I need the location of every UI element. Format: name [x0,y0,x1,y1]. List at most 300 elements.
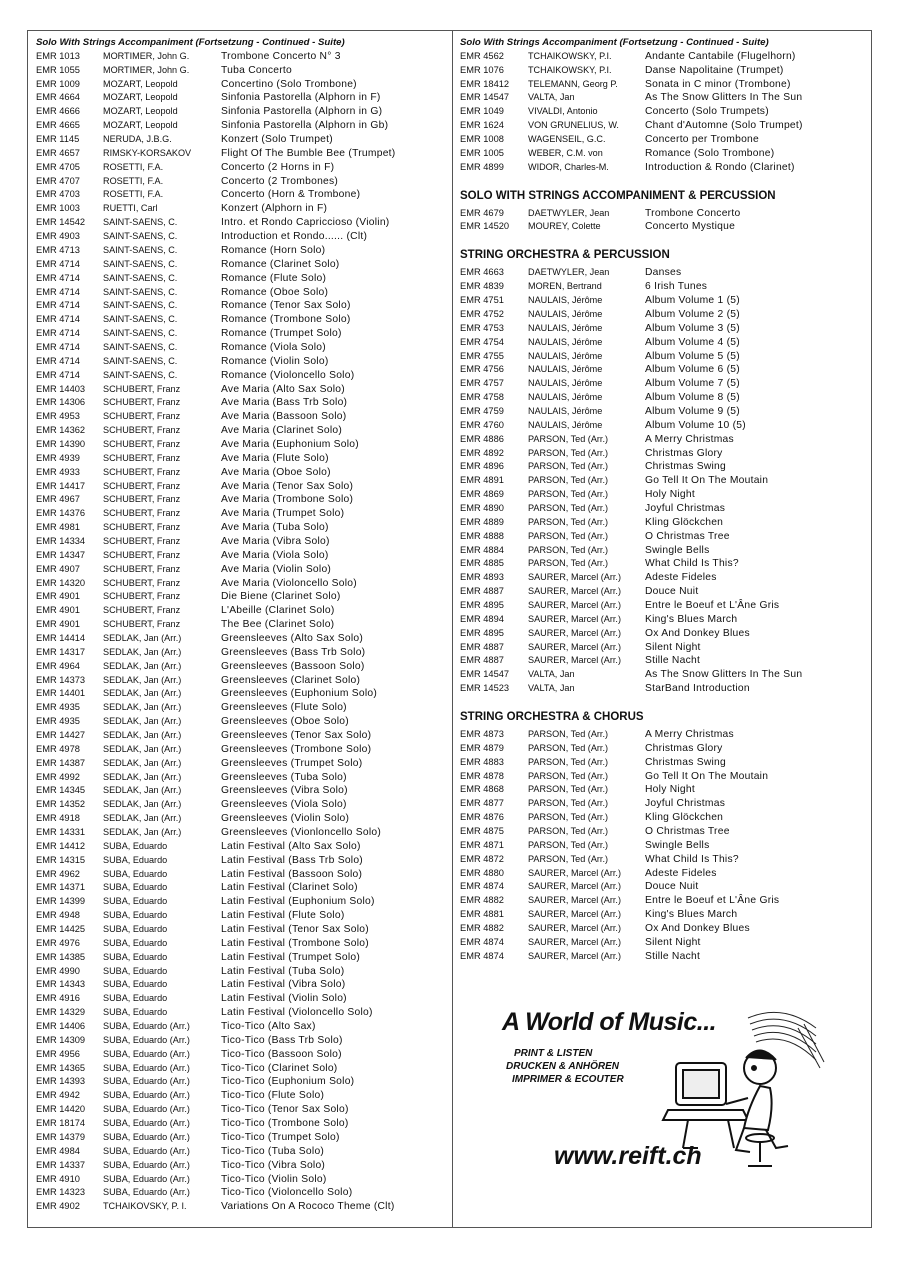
catalog-code: EMR 4891 [460,475,504,486]
work-title: Entre le Boeuf et L'Âne Gris [645,895,780,907]
composer-name: SAINT-SAENS, C. [103,355,178,366]
catalog-row [460,585,866,599]
work-title: Latin Festival (Alto Sax Solo) [221,840,361,852]
catalog-row [36,175,448,189]
catalog-row [36,646,448,660]
catalog-row [36,466,448,480]
work-title: Romance (Trumpet Solo) [221,328,342,340]
catalog-row [36,715,448,729]
catalog-row [36,1006,448,1020]
work-title: Greensleeves (Clarinet Solo) [221,674,361,686]
catalog-row [36,1062,448,1076]
catalog-code: EMR 4978 [36,743,80,754]
work-title: Romance (Flute Solo) [221,272,327,284]
catalog-code: EMR 4935 [36,702,80,713]
catalog-code: EMR 4880 [460,867,504,878]
composer-name: SEDLAK, Jan (Arr.) [103,730,182,740]
catalog-row [36,272,448,286]
composer-name: MORTIMER, John G. [103,64,190,75]
composer-name: PARSON, Ted (Arr.) [528,558,609,569]
catalog-row [460,654,866,668]
catalog-code: EMR 4562 [460,50,504,61]
catalog-code: EMR 4895 [460,627,504,638]
catalog-row [36,1159,448,1173]
composer-name: SAURER, Marcel (Arr.) [528,923,621,934]
catalog-code: EMR 14414 [36,632,86,643]
composer-name: NAULAIS, Jérôme [528,392,603,403]
work-title: Die Biene (Clarinet Solo) [221,591,341,603]
work-title: Album Volume 9 (5) [645,405,740,417]
work-title: Greensleeves (Flute Solo) [221,702,347,714]
composer-name: SAURER, Marcel (Arr.) [528,909,621,920]
catalog-code: EMR 4664 [36,92,80,103]
catalog-code: EMR 4839 [460,281,504,292]
composer-name: SAINT-SAENS, C. [103,314,178,325]
catalog-row [460,867,866,881]
catalog-code: EMR 1145 [36,134,80,145]
composer-name: WAGENSEIL, G.C. [528,134,606,145]
composer-name: PARSON, Ted (Arr.) [528,826,609,836]
work-title: O Christmas Tree [645,530,730,542]
catalog-row [36,230,448,244]
catalog-row [460,133,866,147]
composer-name: PARSON, Ted (Arr.) [528,461,609,472]
catalog-row [36,840,448,854]
catalog-code: EMR 4877 [460,798,504,809]
work-title: Romance (Viola Solo) [221,341,326,353]
composer-name: SUBA, Eduardo [103,882,168,893]
work-title: O Christmas Tree [645,826,730,837]
right-continued-list [460,50,866,175]
right-column [460,36,866,964]
continued-section-header: Solo With Strings Accompaniment (Fortsetzung - Continued - Suite) [36,37,345,48]
catalog-code: EMR 1049 [460,106,504,117]
work-title: Concerto (Horn & Trombone) [221,189,361,201]
composer-name: PARSON, Ted (Arr.) [528,853,609,864]
composer-name: SAINT-SAENS, C. [103,272,178,283]
catalog-row [36,549,448,563]
catalog-code: EMR 1008 [460,134,504,145]
work-title: Latin Festival (Bass Trb Solo) [221,854,363,866]
composer-name: DAETWYLER, Jean [528,267,610,278]
composer-name: SUBA, Eduardo (Arr.) [103,1076,190,1087]
composer-name: NAULAIS, Jérôme [528,378,603,389]
composer-name: MOZART, Leopold [103,92,178,103]
catalog-code: EMR 4714 [36,286,80,297]
catalog-code: EMR 14547 [460,669,510,680]
work-title: Greensleeves (Trumpet Solo) [221,757,363,769]
composer-name: SCHUBERT, Franz [103,591,181,602]
catalog-code: EMR 14345 [36,785,86,796]
catalog-row [460,922,866,936]
catalog-row [36,493,448,507]
work-title: Danses [645,267,682,279]
composer-name: VIVALDI, Antonio [528,106,598,117]
catalog-code: EMR 1005 [460,147,504,158]
catalog-code: EMR 1009 [36,78,80,89]
catalog-code: EMR 4757 [460,378,504,389]
work-title: Sonata in C minor (Trombone) [645,78,791,90]
catalog-row [36,396,448,410]
catalog-row [460,363,866,377]
catalog-code: EMR 4918 [36,813,80,824]
catalog-row [460,78,866,92]
composer-name: MOZART, Leopold [103,78,178,89]
catalog-row [460,668,866,682]
catalog-code: EMR 4953 [36,411,80,422]
composer-name: SEDLAK, Jan (Arr.) [103,827,182,838]
composer-name: TCHAIKOWSKY, P.I. [528,50,612,61]
catalog-code: EMR 14403 [36,383,86,394]
catalog-code: EMR 4758 [460,392,504,403]
catalog-row [36,798,448,812]
composer-name: SAURER, Marcel (Arr.) [528,586,621,597]
catalog-row [460,756,866,770]
catalog-code: EMR 14320 [36,577,86,588]
composer-name: PARSON, Ted (Arr.) [528,475,609,486]
catalog-row [460,544,866,558]
advert-url[interactable]: www.reift.ch [554,1142,702,1170]
composer-name: SCHUBERT, Franz [103,563,181,574]
work-title: Ave Maria (Bassoon Solo) [221,411,347,423]
composer-name: SUBA, Eduardo (Arr.) [103,1034,190,1045]
work-title: Greensleeves (Trombone Solo) [221,743,372,755]
composer-name: SEDLAK, Jan (Arr.) [103,785,182,796]
catalog-code: EMR 4889 [460,516,504,527]
work-title: Ave Maria (Violoncello Solo) [221,577,357,589]
catalog-row [460,825,866,839]
composer-name: PARSON, Ted (Arr.) [528,812,609,823]
work-title: Sinfonia Pastorella (Alphorn in Gb) [221,120,389,132]
catalog-row [460,728,866,742]
catalog-row [460,207,866,221]
work-title: Tico-Tico (Euphonium Solo) [221,1076,355,1088]
work-title: Romance (Clarinet Solo) [221,258,340,270]
work-title: Romance (Trombone Solo) [221,314,351,326]
catalog-row [460,627,866,641]
work-title: Latin Festival (Bassoon Solo) [221,868,363,880]
work-title: Holy Night [645,489,695,501]
work-title: Tico-Tico (Flute Solo) [221,1090,325,1102]
composer-name: SAINT-SAENS, C. [103,341,178,352]
catalog-row [36,854,448,868]
catalog-row [36,424,448,438]
catalog-code: EMR 4883 [460,756,504,767]
catalog-row [36,64,448,78]
work-title: Greensleeves (Bass Trb Solo) [221,646,366,658]
work-title: Swingle Bells [645,544,710,556]
composer-name: PARSON, Ted (Arr.) [528,516,609,527]
composer-name: VALTA, Jan [528,669,575,680]
catalog-code: EMR 4873 [460,728,504,739]
work-title: Tico-Tico (Bass Trb Solo) [221,1034,343,1046]
work-title: Latin Festival (Vibra Solo) [221,979,346,991]
catalog-row [460,419,866,433]
work-title: Stille Nacht [645,950,701,962]
catalog-code: EMR 14362 [36,425,86,436]
composer-name: SAURER, Marcel (Arr.) [528,613,621,624]
composer-name: MOUREY, Colette [528,221,601,232]
work-title: Ave Maria (Viola Solo) [221,549,329,561]
work-title: Latin Festival (Violoncello Solo) [221,1007,373,1019]
work-title: A Merry Christmas [645,433,734,445]
composer-name: SAURER, Marcel (Arr.) [528,572,621,583]
catalog-code: EMR 4899 [460,161,504,172]
work-title: Romance (Horn Solo) [221,244,326,256]
composer-name: SCHUBERT, Franz [103,535,181,546]
catalog-code: EMR 4933 [36,466,80,477]
catalog-code: EMR 14390 [36,438,86,449]
composer-name: SUBA, Eduardo [103,937,168,948]
catalog-row [460,405,866,419]
catalog-code: EMR 14523 [460,683,510,694]
catalog-row [36,881,448,895]
catalog-code: EMR 4992 [36,771,80,782]
composer-name: SUBA, Eduardo [103,1007,168,1018]
composer-name: SEDLAK, Jan (Arr.) [103,716,182,727]
composer-name: SAINT-SAENS, C. [103,328,178,339]
catalog-code: EMR 4967 [36,494,80,505]
catalog-row [36,743,448,757]
composer-name: PARSON, Ted (Arr.) [528,447,609,458]
composer-name: PARSON, Ted (Arr.) [528,770,609,781]
work-title: Douce Nuit [645,586,699,598]
work-title: Trombone Concerto [645,207,741,219]
work-title: Kling Glöckchen [645,516,724,528]
catalog-code: EMR 4981 [36,522,80,533]
catalog-code: EMR 4869 [460,489,504,500]
catalog-code: EMR 4893 [460,572,504,583]
catalog-row [36,937,448,951]
catalog-code: EMR 14420 [36,1104,86,1115]
work-title: Sinfonia Pastorella (Alphorn in F) [221,92,381,104]
composer-name: NAULAIS, Jérôme [528,308,603,319]
catalog-code: EMR 4876 [460,812,504,823]
composer-name: SAINT-SAENS, C. [103,258,178,269]
catalog-row [36,826,448,840]
work-title: Tico-Tico (Tenor Sax Solo) [221,1104,349,1116]
work-title: Ox And Donkey Blues [645,923,750,935]
composer-name: SAURER, Marcel (Arr.) [528,881,621,892]
work-title: Concerto (2 Trombones) [221,175,339,187]
work-title: Latin Festival (Trombone Solo) [221,937,369,949]
catalog-row [460,599,866,613]
catalog-code: EMR 4903 [36,231,80,242]
catalog-code: EMR 4714 [36,300,80,311]
composer-name: NAULAIS, Jérôme [528,405,603,416]
composer-name: SCHUBERT, Franz [103,466,181,477]
catalog-code: EMR 14393 [36,1076,86,1087]
work-title: Album Volume 10 (5) [645,419,746,431]
catalog-row [36,618,448,632]
composer-name: SAURER, Marcel (Arr.) [528,867,621,878]
work-title: Ave Maria (Alto Sax Solo) [221,383,345,395]
catalog-row [460,516,866,530]
work-title: As The Snow Glitters In The Sun [645,92,803,104]
catalog-code: EMR 4885 [460,558,504,569]
work-title: Tico-Tico (Violin Solo) [221,1173,327,1185]
catalog-row [36,50,448,64]
work-title: Latin Festival (Flute Solo) [221,910,345,922]
catalog-code: EMR 14379 [36,1131,86,1142]
catalog-code: EMR 4901 [36,591,80,602]
catalog-row [36,757,448,771]
work-title: Ave Maria (Trombone Solo) [221,494,354,506]
work-title: Greensleeves (Euphonium Solo) [221,688,378,700]
work-title: Ave Maria (Clarinet Solo) [221,425,343,437]
section-heading: STRING ORCHESTRA & PERCUSSION [460,249,670,262]
catalog-code: EMR 4896 [460,461,504,472]
catalog-row [36,965,448,979]
catalog-code: EMR 4881 [460,909,504,920]
composer-name: SAURER, Marcel (Arr.) [528,895,621,906]
catalog-code: EMR 4879 [460,742,504,753]
composer-name: SUBA, Eduardo [103,951,168,962]
catalog-row [460,853,866,867]
catalog-row [460,571,866,585]
catalog-code: EMR 1013 [36,50,80,61]
left-catalog-list [36,50,448,1214]
section-heading: STRING ORCHESTRA & CHORUS [460,710,644,723]
work-title: Greensleeves (Viola Solo) [221,799,347,811]
work-title: Album Volume 8 (5) [645,392,740,404]
work-title: L'Abeille (Clarinet Solo) [221,605,335,617]
catalog-row [460,64,866,78]
composer-name: SAURER, Marcel (Arr.) [528,627,621,638]
composer-name: SEDLAK, Jan (Arr.) [103,813,182,824]
catalog-row [36,1131,448,1145]
catalog-row [36,1200,448,1214]
catalog-row [36,202,448,216]
catalog-code: EMR 1003 [36,203,80,214]
composer-name: SCHUBERT, Franz [103,425,181,436]
work-title: As The Snow Glitters In The Sun [645,669,803,681]
catalog-row [460,336,866,350]
catalog-row [460,280,866,294]
composer-name: PARSON, Ted (Arr.) [528,742,609,753]
catalog-row [36,369,448,383]
catalog-row [460,950,866,964]
catalog-row [36,1117,448,1131]
work-title: Intro. et Rondo Capriccioso (Violin) [221,217,390,229]
work-title: Tuba Concerto [221,64,292,76]
catalog-row [460,377,866,391]
composer-name: SEDLAK, Jan (Arr.) [103,702,182,713]
catalog-row [36,452,448,466]
composer-name: TELEMANN, Georg P. [528,78,618,89]
catalog-code: EMR 14387 [36,757,86,768]
catalog-code: EMR 4984 [36,1145,80,1156]
composer-name: PARSON, Ted (Arr.) [528,433,609,444]
work-title: Christmas Swing [645,461,726,473]
catalog-code: EMR 4753 [460,322,504,333]
catalog-row [460,797,866,811]
catalog-code: EMR 14520 [460,221,510,232]
composer-name: SUBA, Eduardo (Arr.) [103,1131,190,1142]
work-title: Latin Festival (Tuba Solo) [221,965,345,977]
composer-name: NAULAIS, Jérôme [528,364,603,375]
composer-name: SAINT-SAENS, C. [103,369,178,380]
composer-name: SEDLAK, Jan (Arr.) [103,757,182,768]
catalog-row [460,266,866,280]
catalog-row [36,909,448,923]
work-title: Album Volume 2 (5) [645,308,740,320]
catalog-row [460,91,866,105]
right-sections [460,187,866,964]
work-title: Romance (Solo Trombone) [645,147,775,159]
catalog-row [36,383,448,397]
catalog-row [36,438,448,452]
catalog-code: EMR 4703 [36,189,80,200]
catalog-row [460,783,866,797]
catalog-code: EMR 4759 [460,405,504,416]
catalog-row [36,992,448,1006]
catalog-code: EMR 4755 [460,350,504,361]
work-title: Tico-Tico (Trombone Solo) [221,1118,349,1130]
catalog-row [36,355,448,369]
catalog-row [36,1145,448,1159]
catalog-row [460,613,866,627]
catalog-code: EMR 14331 [36,827,86,838]
catalog-row [36,313,448,327]
catalog-row [36,771,448,785]
catalog-row [36,244,448,258]
catalog-row [36,701,448,715]
catalog-row [460,161,866,175]
work-title: Concerto (2 Horns in F) [221,161,335,173]
catalog-row [36,299,448,313]
catalog-code: EMR 4756 [460,364,504,375]
catalog-code: EMR 14352 [36,799,86,810]
catalog-code: EMR 14406 [36,1021,86,1032]
catalog-row [460,147,866,161]
catalog-code: EMR 4714 [36,258,80,269]
catalog-code: EMR 4752 [460,308,504,319]
catalog-code: EMR 14317 [36,646,86,657]
section-heading: SOLO WITH STRINGS ACCOMPANIMENT & PERCUSSION [460,189,776,202]
catalog-code: EMR 14334 [36,535,86,546]
composer-name: SUBA, Eduardo (Arr.) [103,1145,190,1156]
work-title: Joyful Christmas [645,798,726,810]
catalog-row [460,811,866,825]
catalog-row [36,632,448,646]
catalog-code: EMR 4679 [460,207,504,218]
catalog-code: EMR 14399 [36,896,86,907]
composer-name: SCHUBERT, Franz [103,480,181,491]
composer-name: SUBA, Eduardo (Arr.) [103,1021,190,1032]
catalog-row [36,951,448,965]
work-title: Romance (Violoncello Solo) [221,369,355,381]
catalog-row [460,641,866,655]
composer-name: SEDLAK, Jan (Arr.) [103,771,182,782]
composer-name: SCHUBERT, Franz [103,383,181,394]
work-title: Ave Maria (Flute Solo) [221,452,329,464]
composer-name: SAINT-SAENS, C. [103,217,178,228]
catalog-row [36,1103,448,1117]
catalog-row [36,729,448,743]
work-title: Greensleeves (Tuba Solo) [221,771,347,783]
section-list [460,266,866,696]
catalog-code: EMR 14417 [36,480,86,491]
work-title: Latin Festival (Trumpet Solo) [221,951,361,963]
work-title: A Merry Christmas [645,728,734,740]
composer-name: SEDLAK, Jan (Arr.) [103,743,182,754]
catalog-row [36,687,448,701]
composer-name: SUBA, Eduardo [103,979,168,990]
catalog-row [460,447,866,461]
work-title: Swingle Bells [645,839,710,851]
work-title: Greensleeves (Oboe Solo) [221,716,349,728]
